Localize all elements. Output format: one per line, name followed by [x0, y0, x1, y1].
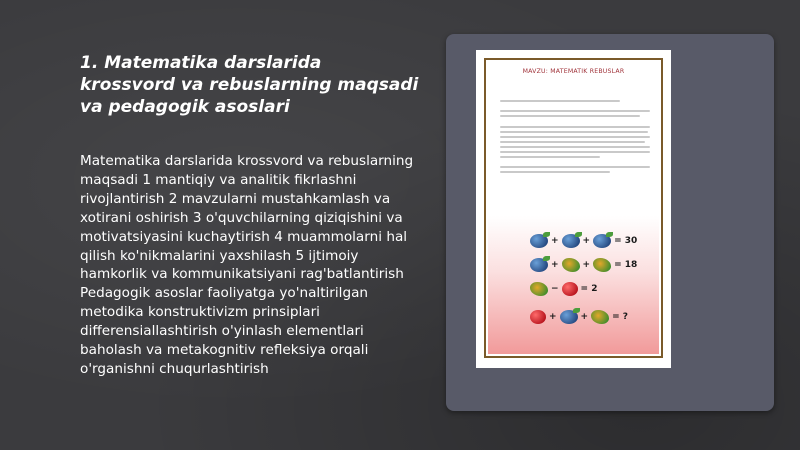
equation-result: = 2: [580, 284, 598, 294]
fruit-bunch-icon: [593, 258, 611, 272]
operator: +: [549, 312, 557, 322]
operator: +: [580, 312, 589, 322]
puzzle-row: [530, 256, 640, 274]
fruit-bunch-icon: [562, 258, 580, 272]
worksheet-border: [484, 58, 663, 358]
worksheet-text-line: [500, 110, 650, 112]
worksheet-image: [476, 50, 671, 368]
slide-body-text: Matematika darslarida krossvord va rebuslarning maqsadi 1 mantiqiy va analitik fikrlashni rivojlantirish 2 mavzularni mustahkamlash va xotirani oshirish 3 o'quvchilarning qiziqishini va motivatsiyasini kuchaytirish 4 muammolarni hal qilish ko'nikmalarini yaxshilash 5 ijtimoiy hamkorlik va kommunikatsiyani rag'batlantirish Pedagogik asoslar faoliyatga yo'naltirilgan metodika konstruktivizm prinsiplari differensiallashtirish o'yinlash elementlari baholash va metakognitiv refleksiya orqali o'rganishni chuqurlashtirish: [80, 153, 414, 377]
worksheet-text-line: [500, 126, 650, 128]
operator: +: [582, 236, 591, 246]
worksheet-text-line: [500, 136, 650, 138]
blueberry-icon: [562, 234, 580, 248]
cherries-icon: [562, 282, 578, 296]
worksheet-text-line: [500, 100, 620, 102]
puzzle-row: [530, 280, 600, 298]
worksheet-text-line: [500, 151, 650, 153]
worksheet-text-line: [500, 166, 650, 168]
operator: +: [582, 260, 591, 270]
operator: +: [551, 260, 559, 270]
equation-result: = 18: [614, 260, 638, 270]
blueberry-icon: [530, 234, 548, 248]
blueberry-icon: [560, 310, 578, 324]
puzzle-row: [530, 308, 631, 326]
fruit-bunch-icon: [530, 282, 548, 296]
blueberry-icon: [593, 234, 611, 248]
puzzle-row: [530, 232, 640, 250]
worksheet-text-line: [500, 171, 610, 173]
fruit-bunch-icon: [591, 310, 609, 324]
worksheet-text-line: [500, 131, 648, 133]
worksheet-text-line: [500, 141, 645, 143]
equation-result: = 30: [614, 236, 638, 246]
worksheet-text-line: [500, 156, 600, 158]
operator: +: [551, 236, 559, 246]
worksheet-title: MAVZU: MATEMATIK REBUSLAR: [522, 68, 625, 75]
operator: −: [551, 284, 559, 294]
equation-result: = ?: [612, 312, 628, 322]
worksheet-text-line: [500, 146, 650, 148]
cherries-icon: [530, 310, 546, 324]
slide-title: 1. Matematika darslarida krossvord va rebuslarning maqsadi va pedagogik asoslari: [80, 53, 419, 117]
worksheet-text-line: [500, 115, 640, 117]
blueberry-icon: [530, 258, 548, 272]
